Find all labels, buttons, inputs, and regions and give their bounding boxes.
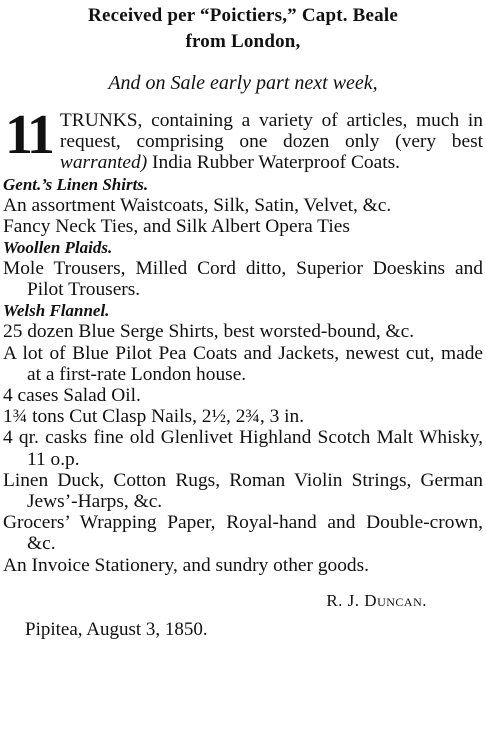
lead-text-a: TRUNKS, containing a variety of articles, much in request, comprising one dozen only (very best <box>59 110 483 153</box>
category-welsh-flannel: Welsh Flannel. <box>3 301 110 321</box>
headline-line-1: Received per “Poictiers,” Capt. Beale <box>88 5 398 26</box>
item-waistcoats: An assortment Waistcoats, Silk, Satin, Velvet, &c. <box>3 194 392 216</box>
item-pea-coats: A lot of Blue Pilot Pea Coats and Jackets, newest cut, made at a first-rate London house. <box>3 342 483 385</box>
item-serge-shirts: 25 dozen Blue Serge Shirts, best worsted-bound, &c. <box>3 321 415 343</box>
lead-text <box>3 104 483 174</box>
item-salad-oil: 4 cases Salad Oil. <box>3 385 141 407</box>
lead-warranted: warranted) <box>59 152 148 174</box>
advertisement-body <box>3 104 483 641</box>
item-whisky: 4 qr. casks fine old Glenlivet Highland Scotch Malt Whisky, 11 o.p. <box>3 427 483 470</box>
item-neck-ties: Fancy Neck Ties, and Silk Albert Opera Ties <box>3 215 350 237</box>
item-clasp-nails: 1¾ tons Cut Clasp Nails, 2½, 2¾, 3 in. <box>3 406 305 428</box>
item-linen-duck: Linen Duck, Cotton Rugs, Roman Violin Strings, German Jews’-Harps, &c. <box>3 469 483 513</box>
lead-paragraph <box>3 104 483 174</box>
signature <box>3 590 427 611</box>
item-stationery: An Invoice Stationery, and sundry other goods. <box>3 554 370 576</box>
drop-cap-quantity: 11 <box>5 104 52 166</box>
signature-name: R. J. Duncan. <box>326 590 427 610</box>
dateline: Pipitea, August 3, 1850. <box>25 619 208 641</box>
item-trousers: Mole Trousers, Milled Cord ditto, Superior Doeskins and Pilot Trousers. <box>3 258 483 301</box>
lead-text-b: India Rubber Waterproof Coats. <box>147 152 400 174</box>
headline-line-2: from London, <box>185 31 301 52</box>
sale-subheading: And on Sale early part next week, <box>108 72 378 94</box>
category-linen-shirts: Gent.’s Linen Shirts. <box>3 174 149 194</box>
category-woollen-plaids: Woollen Plaids. <box>3 238 113 258</box>
item-wrapping-paper: Grocers’ Wrapping Paper, Royal-hand and Double-crown, &c. <box>3 512 483 555</box>
